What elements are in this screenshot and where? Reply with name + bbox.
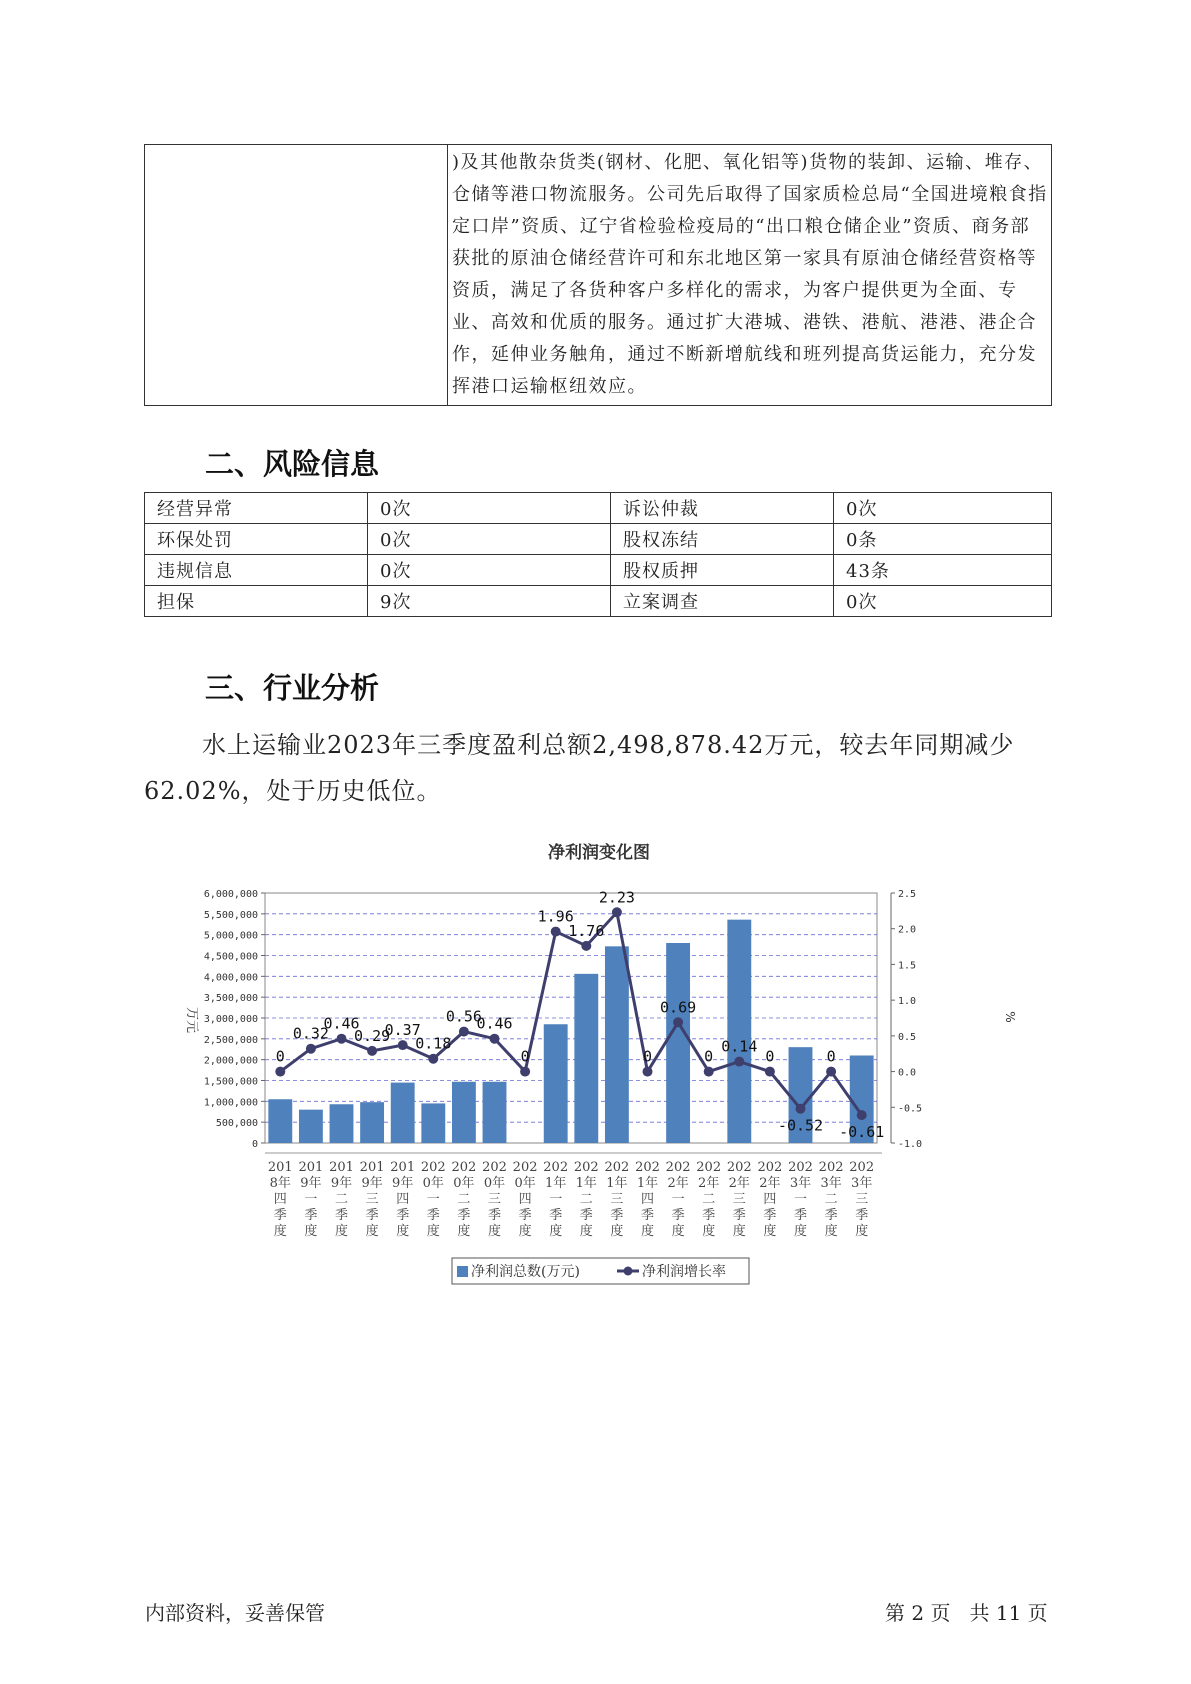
x-tick-label: 202 0年一季度: [420, 1160, 446, 1239]
data-label: 1.76: [568, 921, 605, 940]
y2-tick-label: 1.5: [898, 960, 917, 972]
legend-line-label: 净利润增长率: [642, 1264, 726, 1280]
risk-label: 股权冻结: [611, 524, 834, 555]
x-tick-label: 202 0年三季度: [482, 1160, 507, 1239]
bar: [727, 920, 751, 1143]
data-label: -0.61: [839, 1123, 885, 1142]
risk-value: 0次: [368, 524, 611, 555]
growth-point: [857, 1110, 867, 1120]
x-tick-label: 202 2年一季度: [665, 1160, 691, 1239]
x-axis-labels: [265, 1153, 882, 1239]
y-tick-label: 5,000,000: [203, 930, 258, 942]
data-label: 0: [704, 1047, 714, 1066]
data-label: 0: [826, 1047, 836, 1066]
intro-text-cell: )及其他散杂货类(钢材、化肥、氧化铝等)货物的装卸、运输、堆存、仓储等港口物流服务。公司先后取得了国家质检总局“全国进境粮食指定口岸”资质、辽宁省检验检疫局的“出口粮仓储企业”资质、商务部获批的原油仓储经营许可和东北地区第一家具有原油仓储经营资格等资质，满足了各货种客户多样化的需求，为客户提供更为全面、专业、高效和优质的服务。通过扩大港城、港铁、港航、港港、港企合作，延伸业务触角，通过不断新增航线和班列提高货运能力，充分发挥港口运输枢纽效应。: [448, 145, 1052, 406]
growth-point: [398, 1040, 408, 1050]
data-label: 0.14: [721, 1037, 758, 1056]
y-tick-label: 0: [251, 1139, 258, 1150]
y-tick-label: 1,000,000: [203, 1097, 258, 1109]
growth-point: [490, 1034, 500, 1044]
data-label: 0.18: [415, 1034, 452, 1053]
y-tick-label: 3,500,000: [203, 993, 258, 1005]
chart-legend: [452, 1258, 749, 1284]
growth-point: [673, 1017, 683, 1027]
data-label: -0.52: [777, 1116, 824, 1135]
y-axis-ticks: [204, 889, 265, 1150]
table-row: [145, 524, 1052, 555]
growth-point: [459, 1027, 469, 1037]
x-tick-label: 202 3年三季度: [849, 1160, 875, 1239]
y2-tick-label: 0.0: [898, 1067, 917, 1079]
growth-point: [520, 1067, 530, 1077]
chart-title: 净利润变化图: [548, 843, 650, 863]
growth-point: [643, 1067, 653, 1077]
x-tick-label: 202 0年二季度: [451, 1160, 477, 1239]
intro-label-cell: [145, 145, 448, 406]
industry-section-title: 三、行业分析: [205, 671, 380, 705]
growth-point: [306, 1044, 316, 1054]
x-tick-label: 201 9年二季度: [329, 1160, 354, 1239]
y-axis-label: 万元: [184, 1006, 199, 1034]
legend-line-swatch: [624, 1267, 633, 1276]
bar: [544, 1024, 568, 1143]
y2-tick-label: -0.5: [898, 1103, 923, 1115]
growth-point: [734, 1057, 744, 1067]
risk-label: 诉讼仲裁: [611, 493, 834, 524]
bar: [483, 1082, 507, 1143]
x-tick-label: 202 1年三季度: [604, 1160, 630, 1239]
data-label: 1.96: [537, 907, 574, 926]
growth-point: [428, 1054, 438, 1064]
data-label: 0: [642, 1047, 653, 1066]
risk-value: 0次: [368, 555, 611, 586]
growth-point: [612, 907, 622, 917]
x-tick-label: 201 8年四季度: [267, 1160, 293, 1239]
x-tick-label: 202 3年一季度: [788, 1160, 813, 1239]
data-label: 0: [275, 1047, 285, 1066]
y-tick-label: 6,000,000: [203, 889, 258, 900]
data-label: 0.69: [660, 998, 697, 1017]
y2-tick-label: 2.5: [898, 889, 917, 900]
growth-point: [796, 1104, 806, 1114]
data-label: 0.37: [384, 1021, 421, 1040]
bar: [452, 1082, 476, 1143]
risk-label: 环保处罚: [145, 524, 368, 555]
y-tick-label: 5,500,000: [203, 909, 258, 921]
risk-value: 0次: [834, 586, 1052, 617]
growth-point: [367, 1046, 377, 1056]
table-row: [145, 555, 1052, 586]
y-tick-label: 2,000,000: [203, 1055, 258, 1067]
table-row: [145, 493, 1052, 524]
data-label: 0: [765, 1047, 775, 1066]
risk-value: 0次: [368, 493, 611, 524]
table-row: [145, 586, 1052, 617]
y-tick-label: 4,500,000: [203, 951, 258, 963]
growth-point: [704, 1067, 714, 1077]
y2-tick-label: -1.0: [898, 1139, 923, 1150]
x-tick-label: 202 2年二季度: [696, 1160, 722, 1239]
risk-section-title: 二、风险信息: [205, 447, 380, 481]
y2-axis-ticks: [891, 889, 922, 1150]
x-tick-label: 202 0年四季度: [512, 1160, 538, 1239]
y-tick-label: 500,000: [215, 1118, 258, 1130]
y-tick-label: 4,000,000: [203, 972, 258, 984]
y2-tick-label: 2.0: [898, 924, 917, 936]
y-tick-label: 1,500,000: [203, 1076, 258, 1088]
x-tick-label: 202 1年一季度: [543, 1160, 569, 1239]
bar: [666, 943, 690, 1143]
data-label: 2.23: [598, 888, 635, 907]
bar: [360, 1102, 384, 1143]
x-tick-label: 202 3年二季度: [818, 1160, 844, 1239]
y2-tick-label: 0.5: [898, 1031, 917, 1043]
data-label: 0.46: [323, 1014, 360, 1033]
growth-point: [765, 1067, 775, 1077]
y2-tick-label: 1.0: [898, 996, 917, 1008]
risk-label: 立案调查: [611, 586, 834, 617]
y-tick-label: 2,500,000: [203, 1034, 258, 1046]
legend-bar-swatch: [457, 1266, 468, 1277]
y-tick-label: 3,000,000: [203, 1014, 258, 1025]
company-intro-table: [144, 144, 1052, 406]
risk-value: 0条: [834, 524, 1052, 555]
x-tick-label: 202 1年二季度: [573, 1160, 599, 1239]
risk-label: 股权质押: [611, 555, 834, 586]
bar: [330, 1104, 354, 1143]
bar: [268, 1099, 292, 1143]
bar: [391, 1083, 415, 1143]
bar: [574, 974, 598, 1143]
x-tick-label: 201 9年三季度: [359, 1160, 385, 1239]
bar: [421, 1103, 445, 1143]
x-tick-label: 201 9年一季度: [298, 1160, 324, 1239]
growth-point: [551, 927, 561, 937]
footer-note: 内部资料，妥善保管: [145, 1601, 325, 1625]
data-label: 0: [520, 1047, 530, 1066]
page-number: 第 2 页 共 11 页: [885, 1601, 1048, 1625]
risk-value: 9次: [368, 586, 611, 617]
growth-point: [581, 941, 591, 951]
risk-label: 违规信息: [145, 555, 368, 586]
risk-value: 0次: [834, 493, 1052, 524]
bar: [605, 946, 629, 1143]
data-label: 0.32: [292, 1024, 329, 1043]
net-profit-chart: [160, 830, 1020, 1300]
x-tick-label: 202 1年四季度: [635, 1160, 660, 1239]
x-tick-label: 202 2年三季度: [726, 1160, 752, 1239]
bar: [299, 1110, 323, 1143]
x-tick-label: 201 9年四季度: [390, 1160, 416, 1239]
risk-value: 43条: [834, 555, 1052, 586]
risk-label: 经营异常: [145, 493, 368, 524]
legend-bar-label: 净利润总数(万元): [471, 1264, 580, 1280]
y2-axis-label: %: [1003, 1011, 1017, 1023]
industry-paragraph: 水上运输业2023年三季度盈利总额2,498,878.42万元，较去年同期减少62.02%，处于历史低位。: [144, 731, 1015, 805]
growth-point: [337, 1034, 347, 1044]
data-label: 0.29: [354, 1026, 391, 1045]
growth-point: [826, 1067, 836, 1077]
data-label: 0.56: [445, 1007, 482, 1026]
x-tick-label: 202 2年四季度: [757, 1160, 783, 1239]
growth-point: [275, 1067, 285, 1077]
data-label: 0.46: [476, 1014, 513, 1033]
risk-table: [144, 492, 1052, 617]
risk-label: 担保: [145, 586, 368, 617]
